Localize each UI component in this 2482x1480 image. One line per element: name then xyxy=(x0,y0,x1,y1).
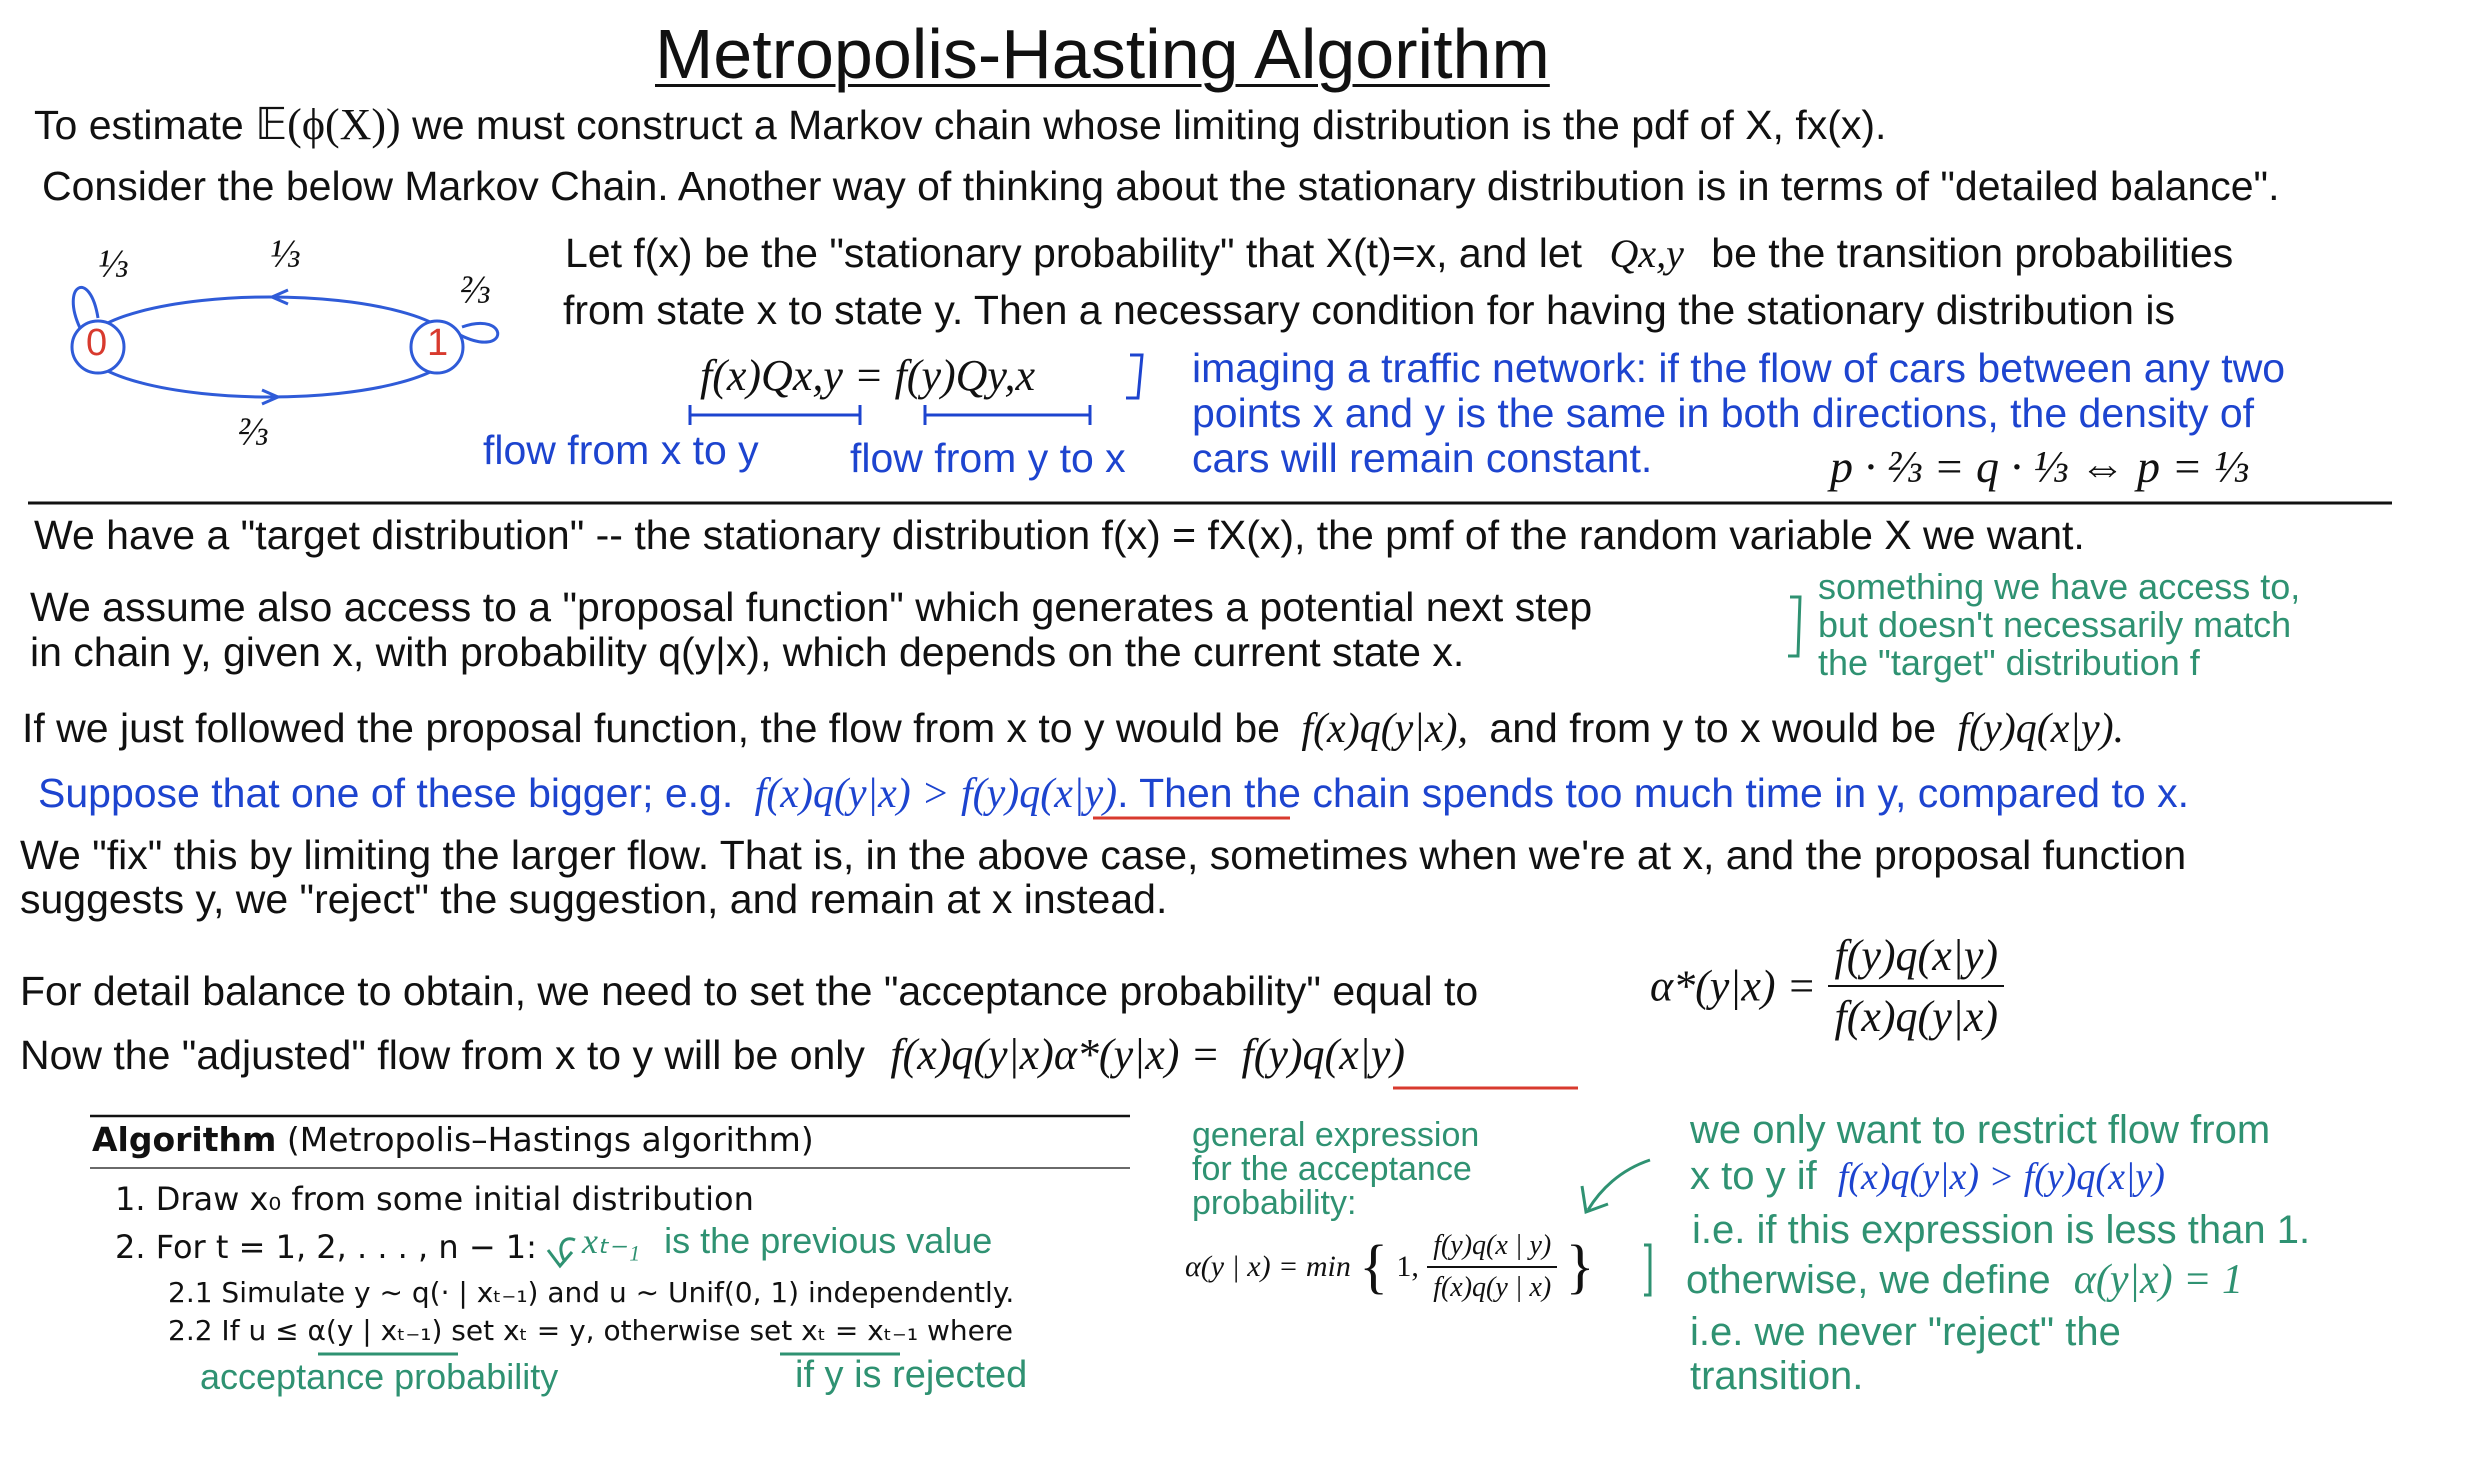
handwritten-equation: p · ⅔ = q · ⅓ ⇔ p = ⅓ xyxy=(1830,441,2249,492)
adjusted-text: Now the "adjusted" flow from x to y will be only xyxy=(20,1032,865,1078)
restrict-text-4: otherwise, we define xyxy=(1686,1258,2051,1302)
general-denominator: f(x)q(y | x) xyxy=(1433,1272,1552,1303)
detailed-balance-equation: f(x)Qx,y = f(y)Qy,x xyxy=(700,351,1036,400)
proposal-note-1: something we have access to, xyxy=(1818,566,2301,607)
acceptance-fraction xyxy=(1828,930,2004,1042)
proposal-line-2: in chain y, given x, with probability q(y|x), which depends on the current state x. xyxy=(30,629,1465,675)
general-expression-1: general expression xyxy=(1192,1116,1480,1154)
suppose-math-left: f(x)q(y|x) > xyxy=(754,771,950,817)
flow-xy-math: f(x)q(y|x), xyxy=(1301,706,1468,752)
acceptance-line: For detail balance to obtain, we need to set the "acceptance probability" equal to xyxy=(20,968,1479,1014)
define-alpha-math: α(y|x) = 1 xyxy=(2073,1257,2243,1303)
top-edge-prob: ⅓ xyxy=(270,231,300,276)
previous-value-math: xₜ₋₁ xyxy=(582,1221,641,1261)
flow-y-to-x-label: flow from y to x xyxy=(850,435,1126,481)
acceptance-probability-note: acceptance probability xyxy=(200,1356,559,1397)
general-formula-one: 1, xyxy=(1396,1250,1419,1283)
bottom-edge-prob: ⅔ xyxy=(238,409,268,454)
general-formula xyxy=(1185,1230,1594,1304)
restrict-line-6: transition. xyxy=(1690,1354,1864,1398)
general-expression-3: probability: xyxy=(1192,1184,1357,1222)
brace-close: } xyxy=(1565,1233,1595,1300)
transition-math: Qx,y xyxy=(1609,231,1684,276)
state-1-label: 1 xyxy=(427,322,449,364)
general-expression-2: for the acceptance xyxy=(1192,1150,1472,1188)
restrict-line-2 xyxy=(1690,1154,2165,1199)
restrict-line-4 xyxy=(1686,1256,2243,1304)
adjusted-math-left: f(x)q(y|x)α*(y|x) = xyxy=(890,1030,1221,1079)
adjusted-line xyxy=(20,1032,1405,1078)
flows-text-b: and from y to x would be xyxy=(1489,705,1937,751)
algorithm-step-2-2: 2.2 If u ≤ α(y | xₜ₋₁) set xₜ = y, otherwise set xₜ = xₜ₋₁ where xyxy=(168,1314,1013,1347)
previous-value-text: is the previous value xyxy=(664,1220,993,1261)
suppose-text-a: Suppose that one of these bigger; e.g. xyxy=(38,770,734,816)
algorithm-step-1: 1. Draw x₀ from some initial distribution xyxy=(115,1180,754,1218)
intro-text-b: we must construct a Markov chain whose limiting distribution is the pdf of X, fx(x). xyxy=(412,102,1887,148)
stationary-line-1 xyxy=(565,230,2233,277)
algorithm-header-bold: Algorithm xyxy=(92,1120,277,1159)
intro-text-a: To estimate xyxy=(34,102,244,148)
restrict-line-3: i.e. if this expression is less than 1. xyxy=(1692,1208,2311,1252)
state-0-label: 0 xyxy=(86,322,108,364)
brace-open: { xyxy=(1359,1233,1389,1300)
flow-yx-math: f(y)q(x|y). xyxy=(1957,706,2125,752)
algorithm-header-rest: (Metropolis–Hastings algorithm) xyxy=(286,1120,814,1159)
restrict-line-1: we only want to restrict flow from xyxy=(1690,1108,2271,1152)
target-distribution-line: We have a "target distribution" -- the stationary distribution f(x) = fX(x), the pmf of the random variable X we want. xyxy=(34,512,2085,558)
general-fraction xyxy=(1427,1230,1557,1304)
proposal-line-1: We assume also access to a "proposal function" which generates a potential next step xyxy=(30,584,1593,630)
proposal-note-3: the "target" distribution f xyxy=(1818,642,2200,683)
algorithm-step-2-1: 2.1 Simulate y ∼ q(· | xₜ₋₁) and u ∼ Unif(0, 1) independently. xyxy=(168,1276,1015,1309)
stationary-text-b: be the transition probabilities xyxy=(1711,230,2234,276)
acceptance-lhs: α*(y|x) = xyxy=(1650,961,1817,1011)
general-numerator: f(y)q(x | y) xyxy=(1427,1230,1557,1268)
restrict-text-2: x to y if xyxy=(1690,1154,1817,1198)
self-loop-0-prob: ⅓ xyxy=(98,241,128,286)
suppose-text-b: . Then the chain spends too much time in y, compared to x. xyxy=(1117,770,2189,816)
chain-ellipse xyxy=(85,297,455,397)
intro-line-2: Consider the below Markov Chain. Another way of thinking about the stationary distribution is in terms of "detailed balance". xyxy=(42,163,2280,209)
stationary-text-a: Let f(x) be the "stationary probability" that X(t)=x, and let xyxy=(565,230,1583,276)
general-formula-lhs: α(y | x) = min xyxy=(1185,1250,1351,1283)
flows-line xyxy=(22,705,2124,752)
previous-value-note xyxy=(582,1220,992,1262)
flow-x-to-y-label: flow from x to y xyxy=(483,427,759,473)
restrict-line-5: i.e. we never "reject" the xyxy=(1690,1310,2121,1354)
traffic-note-2: points x and y is the same in both directions, the density of xyxy=(1192,390,2255,436)
stationary-line-2: from state x to state y. Then a necessary condition for having the stationary distribution is xyxy=(563,287,2175,333)
suppose-line xyxy=(38,770,2189,817)
algorithm-header xyxy=(92,1120,814,1159)
acceptance-denominator: f(x)q(y|x) xyxy=(1834,992,1999,1041)
acceptance-numerator: f(y)q(x|y) xyxy=(1828,930,2004,987)
restrict-math: f(x)q(y|x) > f(y)q(x|y) xyxy=(1837,1156,2165,1198)
expectation-math: 𝔼(ϕ(X)) xyxy=(255,100,401,149)
acceptance-formula xyxy=(1650,930,2004,1042)
self-loop-1 xyxy=(460,323,498,342)
adjusted-math-right: f(y)q(x|y) xyxy=(1241,1030,1406,1079)
self-loop-1-prob: ⅔ xyxy=(460,267,490,312)
suppose-math-right: f(y)q(x|y) xyxy=(961,771,1118,817)
fix-line-2: suggests y, we "reject" the suggestion, and remain at x instead. xyxy=(20,876,1168,922)
proposal-note-2: but doesn't necessarily match xyxy=(1818,604,2292,645)
fix-line-1: We "fix" this by limiting the larger flow. That is, in the above case, sometimes when we're at x, and the proposal function xyxy=(20,832,2187,878)
page-title: Metropolis-Hasting Algorithm xyxy=(655,15,1550,93)
algorithm-step-2: 2. For t = 1, 2, . . . , n − 1: xyxy=(115,1228,537,1266)
traffic-note-3: cars will remain constant. xyxy=(1192,435,1653,481)
rejected-note: if y is rejected xyxy=(795,1354,1028,1396)
traffic-note-1: imaging a traffic network: if the flow of cars between any two xyxy=(1192,345,2286,391)
flows-text-a: If we just followed the proposal function, the flow from x to y would be xyxy=(22,705,1280,751)
